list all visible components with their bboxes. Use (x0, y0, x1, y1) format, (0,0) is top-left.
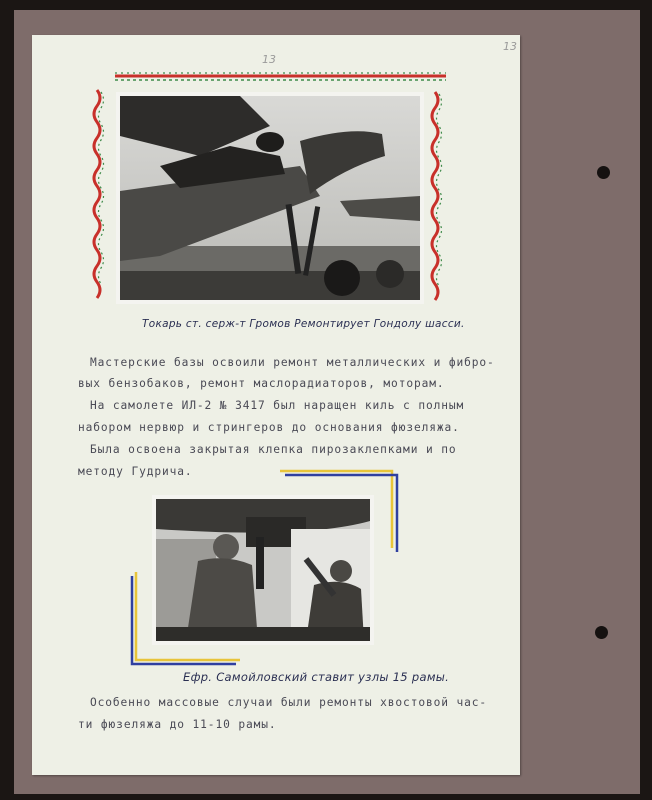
body-line: вых бензобаков, ремонт маслорадиаторов, моторам. (78, 377, 445, 390)
sheet-number: 13 (262, 53, 276, 66)
body-line: методу Гудрича. (78, 465, 193, 478)
closing-line: ти фюзеляжа до 11-10 рамы. (78, 718, 277, 731)
photo-workers-frame (152, 495, 374, 645)
corner-page-number: 13 (503, 40, 517, 53)
body-line: набором нервюр и стрингеров до основания фюзеляжа. (78, 421, 460, 434)
photo-aircraft-repair (116, 92, 424, 304)
binder-hole (595, 626, 608, 639)
body-line: Мастерские базы освоили ремонт металлических и фибро- (90, 356, 495, 369)
body-line: Была освоена закрытая клепка пирозаклепками и по (90, 443, 457, 456)
binder-hole (597, 166, 610, 179)
body-line: На самолете ИЛ-2 № 3417 был наращен киль с полным (90, 399, 465, 412)
top-photo-caption: Токарь ст. серж-т Громов Ремонтирует Гондолу шасси. (142, 318, 465, 330)
photo-image (156, 499, 370, 641)
photo-image (120, 96, 420, 300)
closing-line: Особенно массовые случаи были ремонты хвостовой час- (90, 696, 488, 709)
bottom-photo-caption: Ефр. Самойловский ставит узлы 15 рамы. (183, 670, 450, 684)
